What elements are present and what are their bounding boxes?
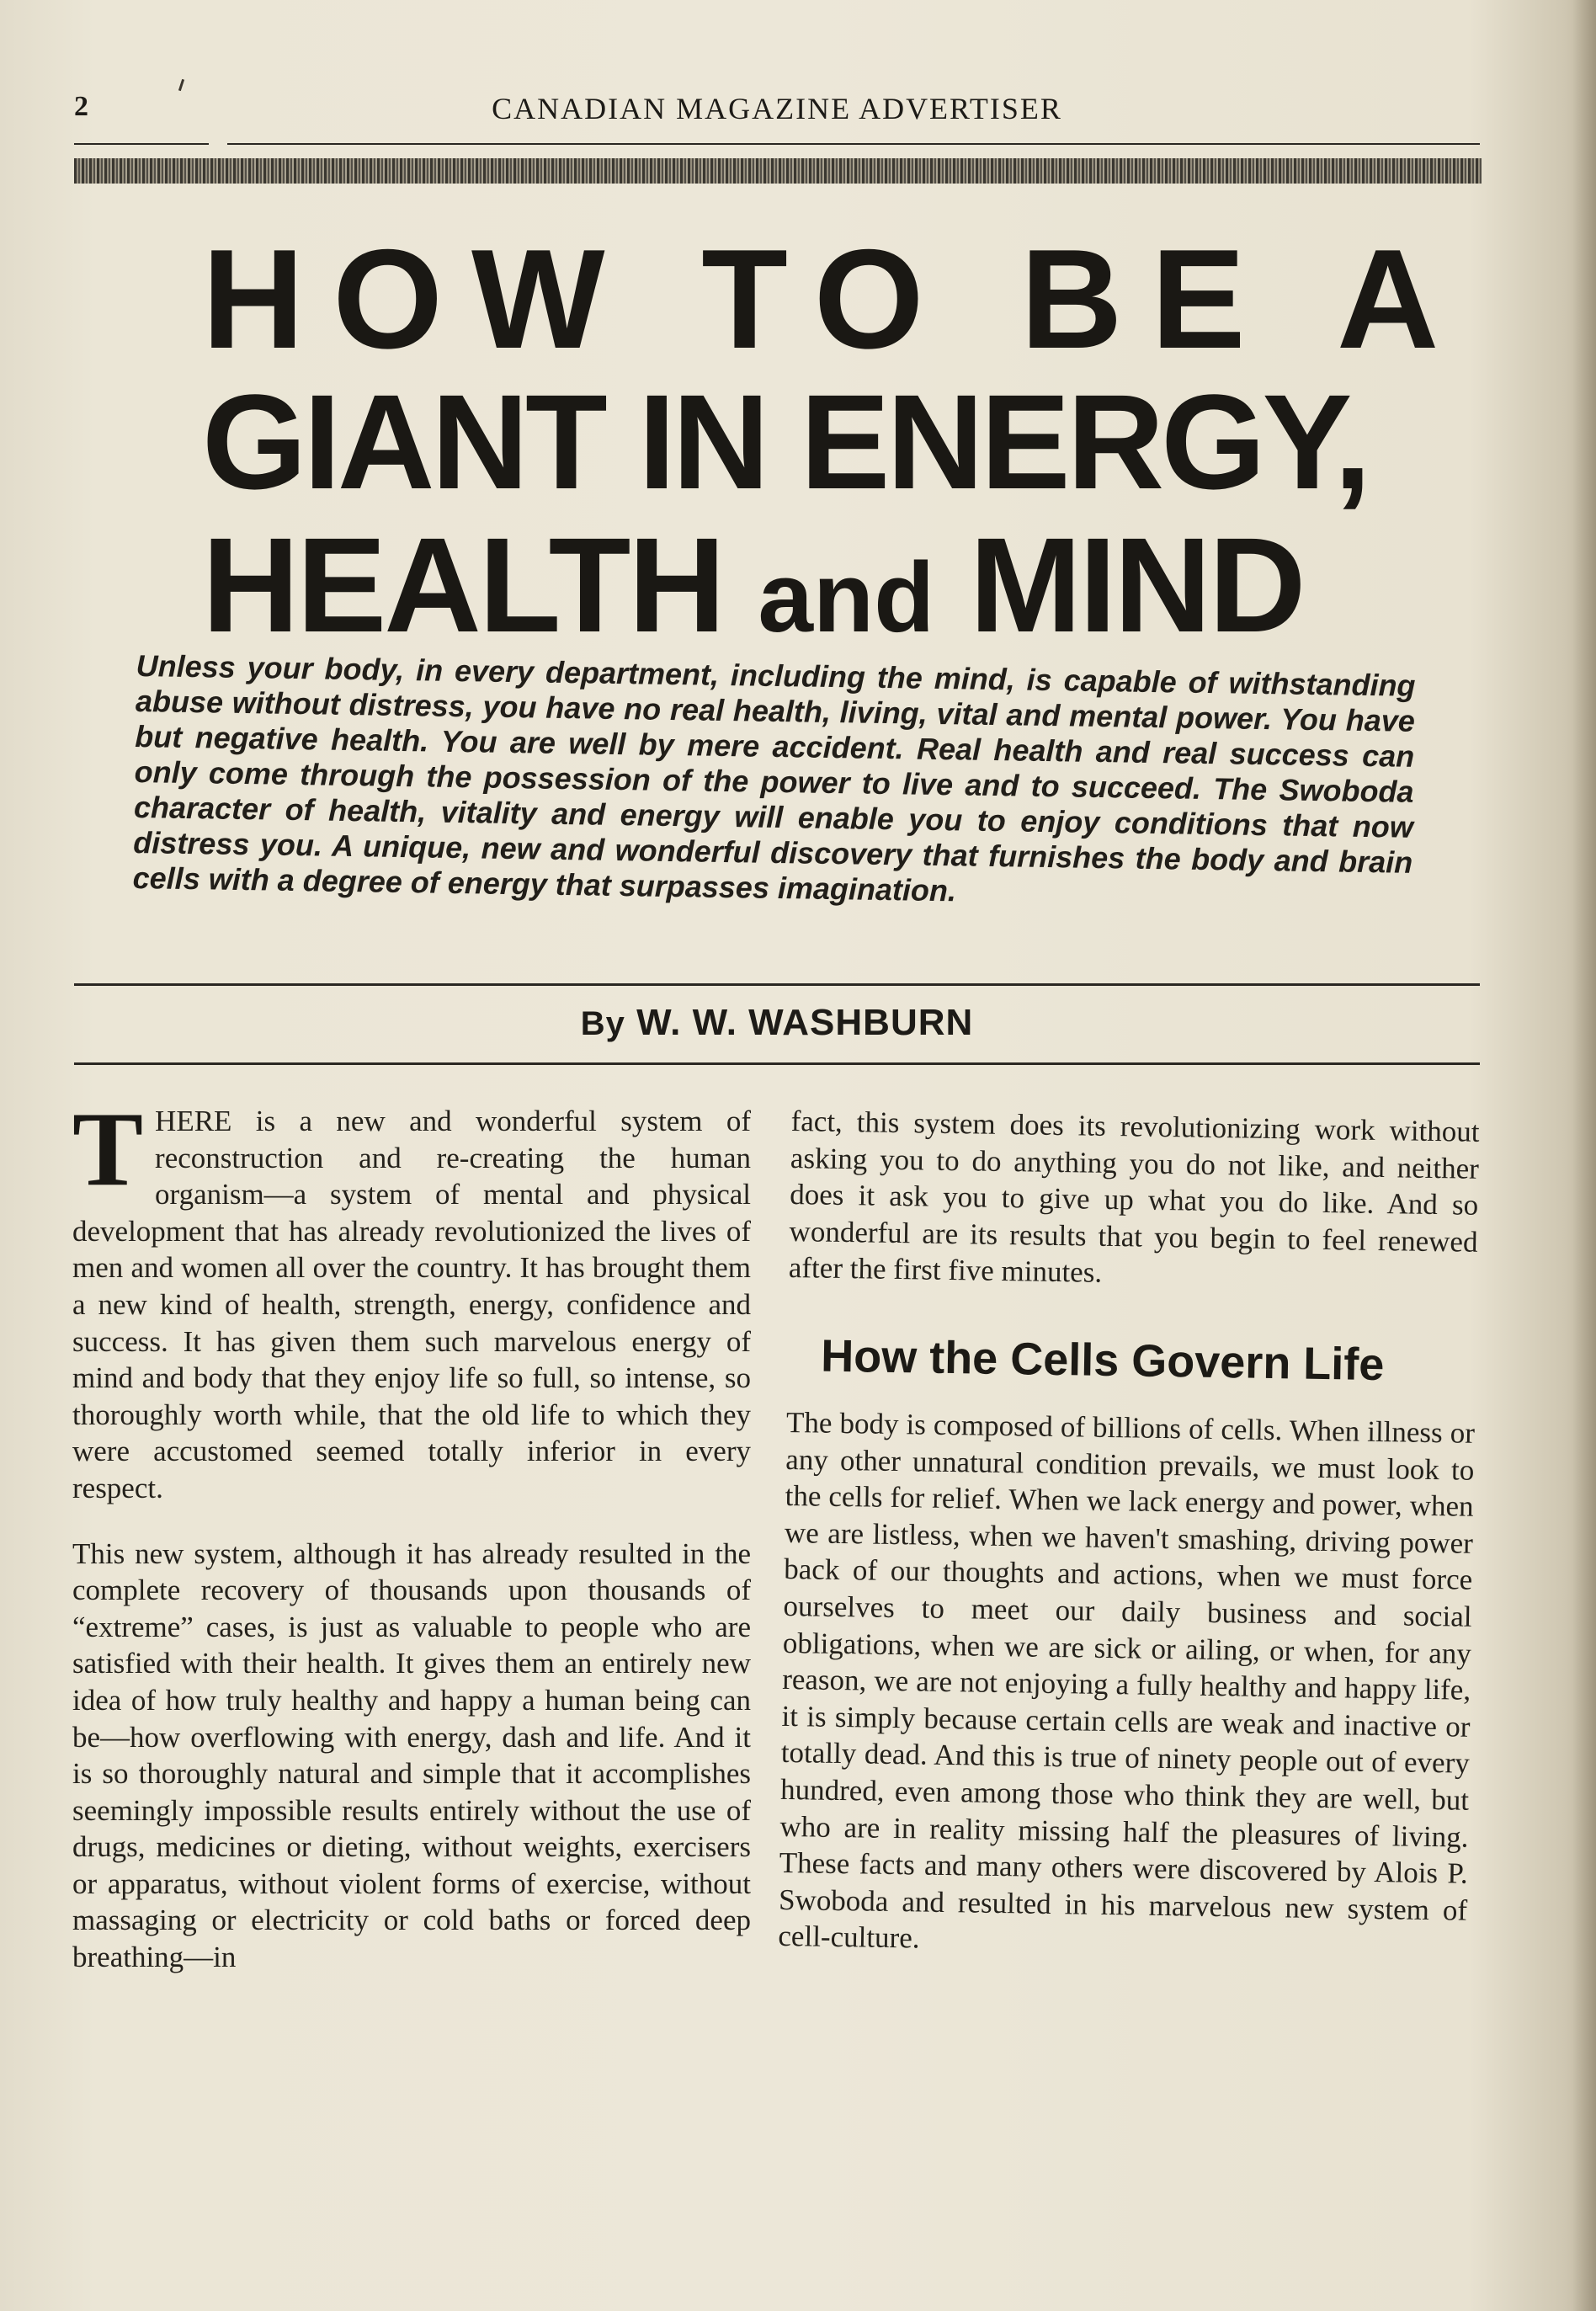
page-edge-shadow [1572,0,1596,2311]
paragraph-1-text: HERE is a new and wonderful system of reconstruction and re-creating the human organism—a system of mental and physical development that has already revolutionized the lives of men and women all over the country. It has brought them a new kind of health, strength, energy, confidence and success. It has given them such marvelous energy of mind and body that they enjoy life so full, so intense, so thoroughly worth while, that the old life to which they were accustomed seemed totally inferior in every respect. [72,1105,751,1504]
running-head [74,91,1480,138]
article-paragraph-1 [72,1091,751,1507]
article-paragraph-4: The body is composed of billions of cells. When illness or any other unnatural condition prevails, we must look to the cells for relief. When we lack energy and power, when we are listless, when we haven't smashing, driving power back of our thoughts and actions, when we must force ourselves to meet our daily business and social obligations, when we are sick or ailing, or when, for any reason, we are not enjoying a fully healthy and happy life, it is simply because certain cells are weak and inactive or totally dead. And this is true of ninety people out of every hundred, even among those who think they are well, but who are in reality missing half the pleasures of living. These facts and many others were discovered by Alois P. Swoboda and resulted in his marvelous new system of cell-culture. [778,1405,1476,1955]
headline-mind: MIND [969,509,1304,660]
article-column-left [72,1091,751,1976]
intro-paragraph: Unless your body, in every department, including the mind, is capable of withstanding abuse without distress, you have no real health, living, vital and mental power. You have but negative health. You are well by mere accident. Real health and real success can only come through the possession of the power to live and to succeed. The Swoboda character of health, vitality and energy will enable you to enjoy conditions that now distress you. A unique, new and wonderful discovery that furnishes the body and brain cells with a degree of energy that surpasses imagination. [132,648,1416,908]
section-subheading: How the Cells Govern Life [820,1330,1385,1391]
byline-by: By [580,1005,625,1042]
running-title: CANADIAN MAGAZINE ADVERTISER [492,92,1062,125]
headline-line-3 [202,509,1381,669]
headline-health: HEALTH [202,509,723,660]
headline-line-1: HOW TO BE A [202,220,1468,378]
byline-rule-top [74,983,1480,986]
page-number: 2 [74,91,88,122]
headline-and: and [758,542,935,653]
headline-line-2: GIANT IN ENERGY, [202,366,1369,517]
header-rule-left [74,143,209,145]
article-column-right [778,1103,1480,1966]
decorative-hatched-bar [74,158,1482,184]
drop-cap: T [72,1091,144,1208]
byline [74,1002,1480,1044]
ink-mark [178,79,184,91]
headline [202,220,1468,669]
byline-author: W. W. WASHBURN [636,1002,974,1043]
article-paragraph-3: fact, this system does its revolutionizing work without asking you to do anything you do not like, and neither does it ask you to give up what you do like. And so wonderful are its results that you begin to feel renewed after the first five minutes. [788,1104,1480,1290]
header-rule-right [227,143,1480,145]
byline-rule-bottom [74,1062,1480,1065]
article-paragraph-2: This new system, although it has already resulted in the complete recovery of thousands upon thousands of “extreme” cases, is just as valuable to people who are satisfied with their health. It gives them an entirely new idea of how truly healthy and happy a human being can be—how overflowing with energy, dash and life. And it is so thoroughly natural and simple that it accomplishes seemingly impossible results entirely without the use of drugs, medicines or dieting, without weights, exercisers or apparatus, without violent forms of exercise, without massaging or electricity or cold baths or forced deep breathing—in [72,1536,751,1974]
